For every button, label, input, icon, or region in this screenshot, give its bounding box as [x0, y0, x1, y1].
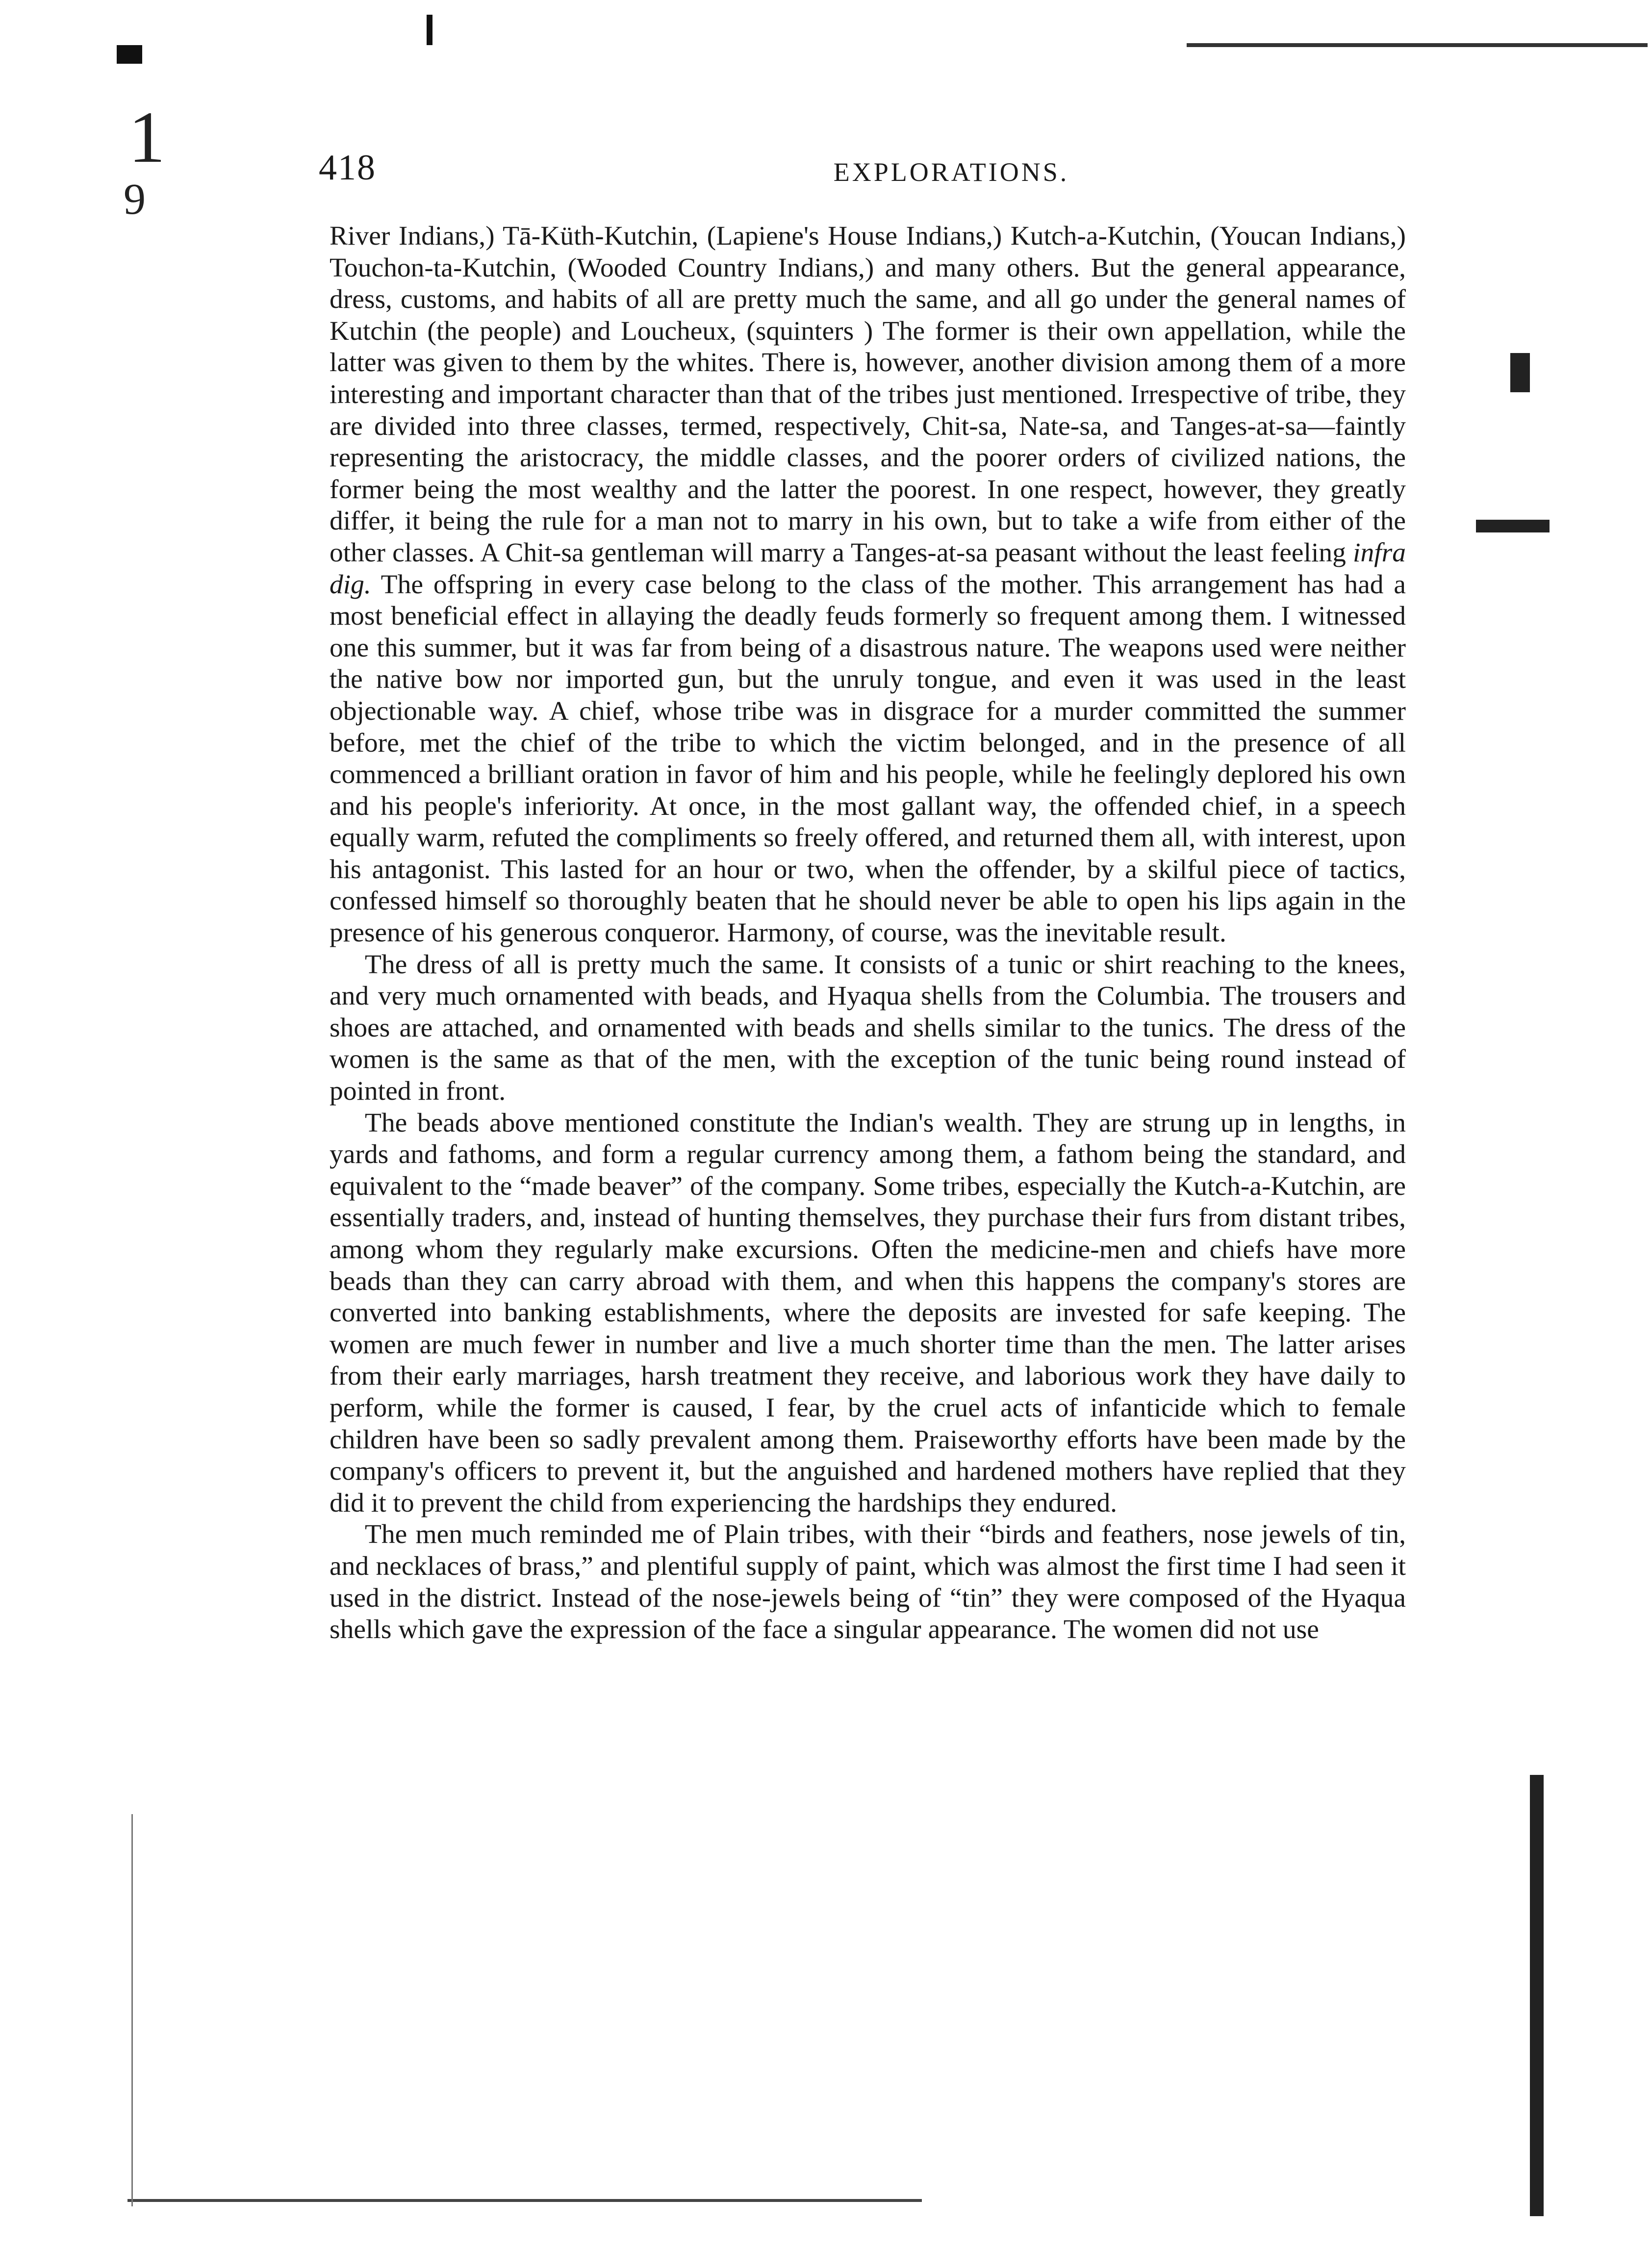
paragraph-1: [330, 221, 1406, 949]
scan-mark-right-upper: [1510, 353, 1530, 392]
scan-mark-right-middle: [1476, 520, 1550, 532]
paragraph-2: The dress of all is pretty much the same. It consists of a tunic or shirt reaching to the knees, and very much ornamented with beads, and Hyaqua shells from the Columbia. The trousers and shoes are attached, and ornamented with beads and shells similar to the tunics. The dress of the women is the same as that of the men, with the exception of the tunic being round instead of pointed in front.: [330, 949, 1406, 1107]
scan-edge-bottom: [127, 2199, 922, 2202]
paragraph-1-text-cont: The offspring in every case belong to the class of the mother. This arrangement has had a most beneficial effect in allaying the deadly feuds formerly so frequent among them. I witnessed one this summer, but it was far from being of a disastrous nature. The weapons used were neither the native bow nor imported gun, but the unruly tongue, and even it was used in the least objectionable way. A chief, whose tribe was in disgrace for a murder committed the summer before, met the chief of the tribe to which the victim belonged, and in the presence of all commenced a brilliant oration in favor of him and his people, while he feelingly deplored his own and his people's inferiority. At once, in the most gallant way, the offended chief, in a speech equally warm, refuted the compliments so freely offered, and returned them all, with interest, upon his antagonist. This lasted for an hour or two, when the offender, by a skilful piece of tactics, confessed himself so thoroughly beaten that he should never be able to open his lips again in the presence of his generous conqueror. Harmony, of course, was the inevitable result.: [330, 569, 1406, 948]
paragraph-1-text: River Indians,) Tā-Küth-Kutchin, (Lapiene's House Indians,) Kutch-a-Kutchin, (Youcan Indians,) Touchon-ta-Kutchin, (Wooded Country Indians,) and many others. But the general appearance, dress, customs, and habits of all are pretty much the same, and all go under the general names of Kutchin (the people) and Loucheux, (squinters ) The former is their own appellation, while the latter was given to them by the whites. There is, however, another division among them of a more interesting and important character than that of the tribes just mentioned. Irrespective of tribe, they are divided into three classes, termed, respectively, Chit-sa, Nate-sa, and Tanges-at-sa—faintly representing the aristocracy, the middle classes, and the poorer orders of civilized nations, the former being the most wealthy and the latter the poorest. In one respect, however, they greatly differ, it being the rule for a man not to marry in his own, but to take a wife from either of the other classes. A Chit-sa gentleman will marry a Tanges-at-sa peasant without the least feeling: [330, 221, 1406, 568]
scan-mark-top-center: [427, 15, 432, 45]
paragraph-1-italic: infra dig.: [330, 537, 1406, 600]
scan-edge-left: [131, 1814, 133, 2206]
margin-mark-second: 9: [124, 175, 146, 224]
scan-edge-right: [1530, 1775, 1544, 2216]
scan-mark-top-left: [117, 45, 142, 64]
page-header: [319, 147, 1407, 201]
scan-edge-top-right: [1187, 43, 1648, 47]
running-head: EXPLORATIONS.: [833, 157, 1069, 187]
body-text: [330, 221, 1406, 1646]
page-number: 418: [319, 148, 376, 188]
paragraph-3: The beads above mentioned constitute the Indian's wealth. They are strung up in lengths, in yards and fathoms, and form a regular currency among them, a fathom being the standard, and equivalent to the “made beaver” of the company. Some tribes, especially the Kutch-a-Kutchin, are essentially traders, and, instead of hunting themselves, they purchase their furs from distant tribes, among whom they regularly make excursions. Often the medicine-men and chiefs have more beads than they can carry abroad with them, and when this happens the company's stores are converted into banking establishments, where the deposits are invested for safe keeping. The women are much fewer in number and live a much shorter time than the men. The latter arises from their early marriages, harsh treatment they receive, and laborious work they have daily to perform, while the former is caused, I fear, by the cruel acts of infanticide which to female children have been so sadly prevalent among them. Praiseworthy efforts have been made by the company's officers to prevent it, but the anguished and hardened mothers have replied that they did it to prevent the child from experiencing the hardships they endured.: [330, 1108, 1406, 1518]
margin-mark-top: 1: [128, 97, 165, 178]
paragraph-4: The men much reminded me of Plain tribes, with their “birds and feathers, nose jewels of tin, and necklaces of brass,” and plentiful supply of paint, which was almost the first time I had seen it used in the district. Instead of the nose-jewels being of “tin” they were composed of the Hyaqua shells which gave the expression of the face a singular appearance. The women did not use: [330, 1519, 1406, 1645]
